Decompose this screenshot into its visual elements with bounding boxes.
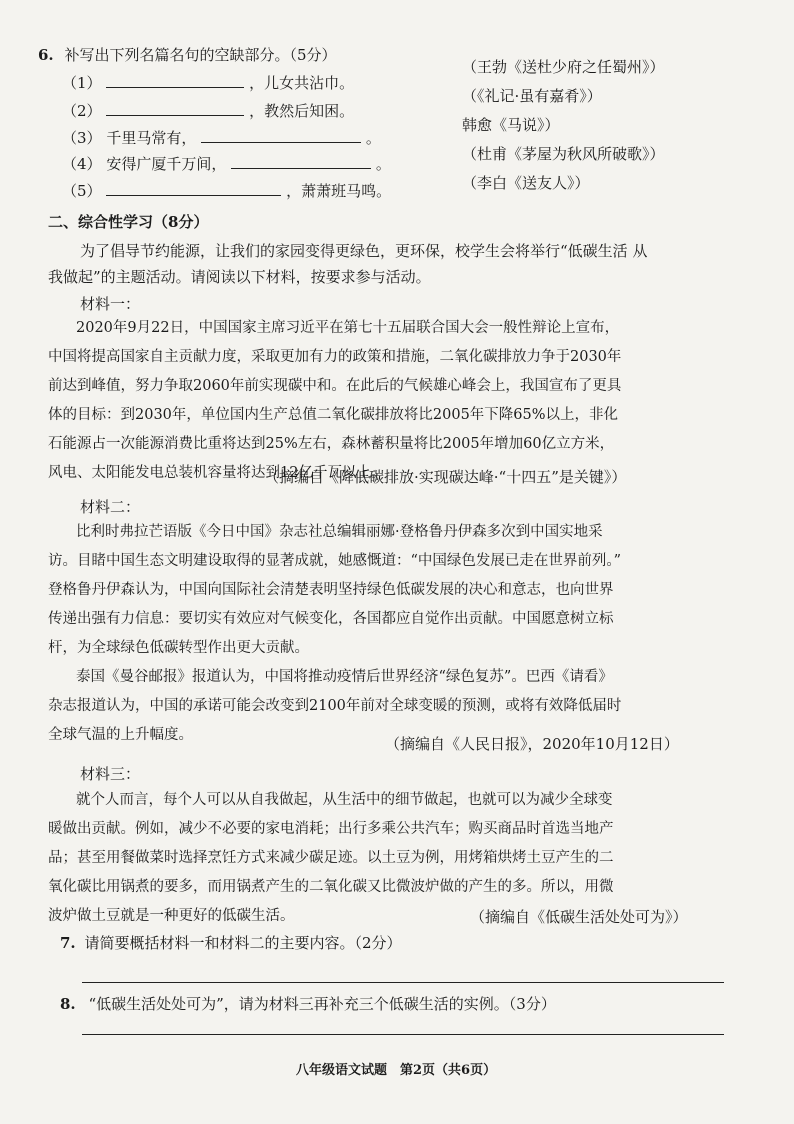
material2-line: 访。目睹中国生态文明建设取得的显著成就，她感慨道：“中国绿色发展已走在世界前列。” bbox=[48, 553, 622, 569]
material2-line: 全球气温的上升幅度。 bbox=[48, 727, 193, 743]
q8-text: “低碳生活处处可为”，请为材料三再补充三个低碳生活的实例。（3分） bbox=[88, 995, 556, 1013]
q6-item-label: （2） bbox=[62, 102, 102, 120]
material2-title: 材料二： bbox=[80, 498, 141, 516]
q6-source-5: （李白《送友人》） bbox=[462, 174, 590, 192]
material1-line: 2020年9月22日，中国国家主席习近平在第七十五届联合国大会一般性辩论上宣布， bbox=[76, 320, 620, 336]
material3-line: 暖做出贡献。例如，减少不必要的家电消耗；出行多乘公共汽车；购买商品时首选当地产 bbox=[48, 821, 614, 837]
material1-line: 中国将提高国家自主贡献力度，采取更加有力的政策和措施，二氧化碳排放力争于2030年 bbox=[48, 349, 622, 365]
q6-blank-2[interactable] bbox=[106, 101, 244, 116]
material1-line: 体的目标：到2030年，单位国内生产总值二氧化碳排放将比2005年下降65%以上，非化 bbox=[48, 407, 619, 423]
material1-line: 石能源占一次能源消费比重将达到25%左右，森林蓄积量将比2005年增加60亿立方米， bbox=[48, 436, 615, 452]
material2-source: （摘编自《人民日报》，2020年10月12日） bbox=[385, 735, 679, 753]
material1-line: 前达到峰值，努力争取2060年前实现碳中和。在此后的气候雄心峰会上，我国宣布了更具 bbox=[48, 378, 622, 394]
q6-item-text: ，萧萧班马鸣。 bbox=[286, 182, 392, 200]
material1-line: 风电、太阳能发电总装机容量将达到12亿千瓦以上。 bbox=[48, 465, 386, 481]
q6-item-text: 。 bbox=[375, 155, 391, 173]
section2-heading: 二、综合性学习（8分） bbox=[48, 213, 209, 231]
material2-body bbox=[48, 518, 708, 750]
q6-item-4 bbox=[62, 153, 391, 174]
q7-answer-line[interactable] bbox=[82, 982, 724, 983]
material2-line: 登格鲁丹伊森认为，中国向国际社会清楚表明坚持绿色低碳发展的决心和意志，也向世界 bbox=[48, 582, 614, 598]
q6-item-text: ，教然后知困。 bbox=[249, 102, 355, 120]
q8-number: 8. bbox=[60, 995, 76, 1013]
material2-line: 杆，为全球绿色低碳转型作出更大贡献。 bbox=[48, 640, 309, 656]
q8-answer-line[interactable] bbox=[82, 1034, 724, 1035]
q6-blank-3[interactable] bbox=[201, 128, 361, 143]
section2-intro-line2: 我做起”的主题活动。请阅读以下材料，按要求参与活动。 bbox=[48, 268, 431, 286]
material3-title: 材料三： bbox=[80, 765, 141, 783]
q6-blank-5[interactable] bbox=[106, 181, 281, 196]
material2-line: 泰国《曼谷邮报》报道认为，中国将推动疫情后世界经济“绿色复苏”。巴西《请看》 bbox=[76, 669, 613, 685]
q6-number: 6. bbox=[38, 46, 54, 64]
q6-item-text: ，儿女共沾巾。 bbox=[249, 74, 355, 92]
q7-number: 7. bbox=[60, 934, 76, 952]
q6-blank-4[interactable] bbox=[231, 154, 371, 169]
q6-source-1: （王勃《送杜少府之任蜀州》） bbox=[462, 58, 665, 76]
section2-intro-line1: 为了倡导节约能源，让我们的家园变得更绿色，更环保，校学生会将举行“低碳生活 从 bbox=[80, 242, 648, 260]
material1-body bbox=[48, 314, 708, 488]
q6-item-text: 千里马常有， bbox=[106, 129, 197, 147]
q6-item-label: （1） bbox=[62, 74, 102, 92]
q7-text: 请简要概括材料一和材料二的主要内容。（2分） bbox=[84, 934, 402, 952]
q6-blank-1[interactable] bbox=[106, 73, 244, 88]
q6-item-label: （3） bbox=[62, 129, 102, 147]
material2-line: 比利时弗拉芒语版《今日中国》杂志社总编辑丽娜·登格鲁丹伊森多次到中国实地采 bbox=[76, 524, 603, 540]
q6-item-text: 安得广厦千万间， bbox=[106, 155, 227, 173]
material3-line: 就个人而言，每个人可以从自我做起，从生活中的细节做起，也就可以为减少全球变 bbox=[76, 792, 613, 808]
material1-source: （摘编自《降低碳排放·实现碳达峰·“十四五”是关键》） bbox=[264, 468, 627, 486]
q6-item-text: 。 bbox=[365, 129, 381, 147]
q7-row bbox=[60, 932, 402, 953]
q6-item-label: （4） bbox=[62, 155, 102, 173]
material2-line: 杂志报道认为，中国的承诺可能会改变到2100年前对全球变暖的预测，或将有效降低届时 bbox=[48, 698, 622, 714]
material1-title: 材料一： bbox=[80, 295, 141, 313]
q6-title-row bbox=[38, 44, 337, 65]
material3-source: （摘编自《低碳生活处处可为》） bbox=[470, 908, 688, 926]
q6-item-1 bbox=[62, 72, 354, 93]
material3-line: 氧化碳比用锅煮的要多，而用锅煮产生的二氧化碳又比微波炉做的产生的多。所以，用微 bbox=[48, 879, 614, 895]
material3-line: 波炉做土豆就是一种更好的低碳生活。 bbox=[48, 908, 295, 924]
q6-source-2: （《礼记·虽有嘉肴》） bbox=[462, 87, 602, 105]
material2-line: 传递出强有力信息：要切实有效应对气候变化，各国都应自觉作出贡献。中国愿意树立标 bbox=[48, 611, 614, 627]
q6-item-label: （5） bbox=[62, 182, 102, 200]
q6-source-3: 韩愈《马说》） bbox=[462, 116, 560, 134]
q6-item-3 bbox=[62, 127, 381, 148]
q6-item-5 bbox=[62, 180, 391, 201]
q6-item-2 bbox=[62, 100, 354, 121]
q6-title: 补写出下列名篇名句的空缺部分。（5分） bbox=[64, 46, 337, 64]
material3-line: 品；甚至用餐做菜时选择烹饪方式来减少碳足迹。以土豆为例，用烤箱烘烤土豆产生的二 bbox=[48, 850, 614, 866]
q8-row bbox=[60, 993, 556, 1014]
q6-source-4: （杜甫《茅屋为秋风所破歌》） bbox=[462, 145, 665, 163]
page-footer: 八年级语文试题 第2页（共6页） bbox=[296, 1063, 497, 1078]
